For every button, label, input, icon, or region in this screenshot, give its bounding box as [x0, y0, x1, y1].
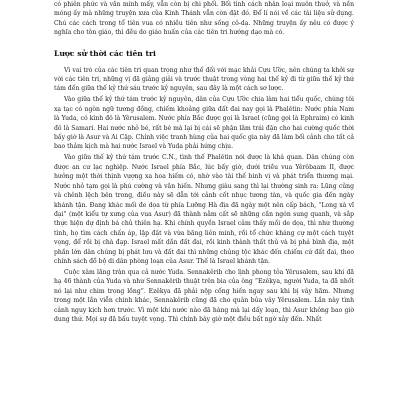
body-paragraph: Vì vai trò của các tiên tri quan trọng như thế đối với mạc khải Cựu Ước, nên chúng ta khởi sự với các tiên tri, những vị đã giảng giải và trước thuật trong vòng hai thế kỷ đi từ giữa thế kỷ thứ tám đến giữa thế kỷ thứ sáu trước kỷ nguyên, sau đây là một cách sơ lược. — [54, 66, 354, 93]
section-heading: Lược sử thời các tiên tri — [54, 48, 156, 58]
body-paragraph: Vào giữa thế kỷ thứ tám trước kỷ nguyên, dân của Cựu Ước chia làm hai tiểu quốc, chúng tôi xạ tạc có ngôn ngữ tương đồng, chiếm khoảng giữa đất đai nay gọi là Phalêtin: Nước phía Nam là Yuda, có kinh đô là Yêrusalem. Nước phía Bắc được gọi là Israel (cũng gọi là Ephraim) có kinh đô là Samari. Hai nước nhỏ bé, rất bé mà lại bị cái sẽ phận lăm trái đặn cho hai cường quốc thời bấy giờ là Asur và Ai Cập. Chính việc tranh hùng của hai quốc gia này đã làm bối cảnh cho tất cả bao thảm kịch mà hai nước Israel và Yuda phải hứng chịu. — [54, 96, 354, 151]
intro-paragraph: có phiên phức và văn minh mấy, vẫn còn bị chi phối. Bối tình cách nhân loại muôn thuở, và nền móng ấy mà những truyện xưa của Kinh Thánh vẫn còn đặt đó. Để lí nói về các tài liệu sử dụng. Chú các cách trong tổ tiên vua có nhiều tiên như sống cô-dạ. Những truyện ấy nêu có được ý nghĩa cho tôn giáo, thì đều do giáo huấn của các tiên tri hướng dạo mà có. — [54, 1, 354, 37]
book-page — [54, 0, 354, 400]
body-paragraph: Vào giữa thế kỷ thứ tám trước C.N., tình thế Phalêtin nói được là khá quan. Dân chúng còn được an cư lạc nghiệp. Nước Israel phía Bắc, lúc bấy giờ, dưới triều vua Yêrôbaam II, được hưởng một thời thịnh vượng xa hoa hiếm có, nhờ vào tài thế binh vị và phát triển thương mại. Nước nhỏ tạm gọi là phú cường và văn hiến. Nhưng giàu sang thì lại thường sinh ra: Lũng củng và chênh lệch bên trong, điều này sẽ dẫn tới cảnh cốt nhục tương tàn, và quốc gia đến ngày khánh tận. Đang khác mối đe dọa từ phía Lưỡng Hà địa đã ngày một nên cấp bách, “Long xà vĩ đại” (một kiểu tự xưng của vua Asur) đã thành nằm cất sẽ những cần ngón sung quanh, và sắp thực hiện dự định bá chủ thiên hạ. Khi chính quyền Israel cảm thấy mối de dọa, thì như thường tình, họ tìm cách chấn áp, lập đặt và vừa băng liên minh, rồi tổ chức kháng cự một cách tuyệt vọng, để rồi bị chà đạp. Israel mất dần đất đai, rồi kinh thành thất thủ và bị phá bình địa, một phần lớn dân chúng bị phát lưu và đất đai thì những chủng tộc khác đến chiếm cứ đất đai, theo chính sách đồ bộ di dân phòng loạn của Asur. Thế là Israel khánh tận. — [54, 154, 354, 265]
body-paragraph: Cuộc xâm lăng tràn qua cả nước Yuda. Sennakêrib cho lịnh phong tỏa Yêrusalem, sau khi đã hạ 46 thành của Yuda và như Sennakêrib thuật trên bia của ông “Ezêkya, người Yuda, ta đã nhốt nó lại như chim trong lồng”. Ezêkya đã phải nộp cống hiến ngay sau khi bị vây hãm. Nhưng trong một lần viễn chinh khác, Sennakêrib cũng đã cho quân bủa vây Yêrusalem. Lần này tình cảnh nguy kịch hơn trước. Vì một khi nước nào đã hàng mà lại dấy loạn, thì Asur không bao giờ dung thứ. Mọi sự đã bấu tuyệt vọng. Thì chính bây giờ một điều bất ngờ xảy đến. Nhất — [54, 268, 354, 323]
